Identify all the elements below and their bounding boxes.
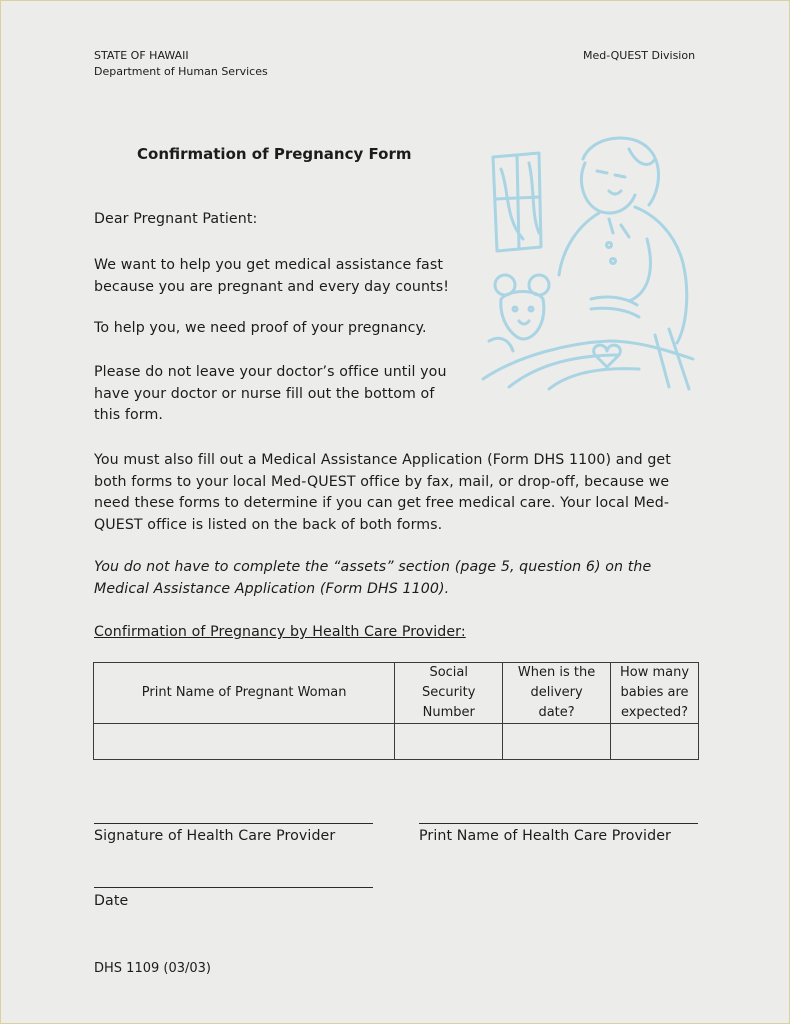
paragraph-line: Please do not leave your doctor’s office until you [94,364,447,380]
header-line: babies are [620,685,689,700]
paragraph-line: QUEST office is listed on the back of both forms. [94,516,443,533]
paragraph-line: because you are pregnant and every day counts! [94,278,449,295]
header-line: How many [619,665,690,680]
form-number: DHS 1109 (03/03) [94,961,211,976]
column-header-ssn [395,663,503,724]
table-header-row [94,663,699,724]
column-header-woman-name: Print Name of Pregnant Woman [94,663,395,724]
paragraph-line: Medical Assistance Application (Form DHS 1100). [94,580,450,597]
print-name-line[interactable] [419,823,698,824]
paragraph-proof: To help you, we need proof of your pregnancy. [94,320,427,336]
header-line: date? [538,705,575,720]
table-row [94,724,699,760]
paragraph-help-fast [94,255,449,298]
header-line: Security [422,685,476,700]
paragraph-doctor-office [94,362,447,427]
header-line: When is the [517,665,596,680]
column-header-delivery-date [503,663,611,724]
paragraph-line: We want to help you get medical assistance fast [94,257,443,273]
paragraph-line: both forms to your local Med-QUEST office by fax, mail, or drop-off, because we [94,473,670,490]
pregnancy-info-table [93,662,699,760]
signature-line[interactable] [94,823,373,824]
header-line: expected? [620,705,689,720]
column-header-babies-expected [611,663,699,724]
header-line: Social [429,665,468,680]
print-name-label: Print Name of Health Care Provider [419,828,671,844]
paragraph-line: You must also fill out a Medical Assistance Application (Form DHS 1100) and get [94,452,671,468]
paragraph-application [94,450,671,536]
signature-label: Signature of Health Care Provider [94,828,336,844]
header-agency [94,48,268,80]
header-line: Number [422,705,475,720]
paragraph-line: You do not have to complete the “assets” section (page 5, question 6) on the [94,559,652,575]
paragraph-line: have your doctor or nurse fill out the bottom of [94,385,435,402]
header-department: Department of Human Services [94,65,268,78]
greeting: Dear Pregnant Patient: [94,211,258,227]
provider-section-heading: Confirmation of Pregnancy by Health Care Provider: [94,624,466,640]
mother-and-baby-illustration [479,129,701,391]
woman-name-field[interactable] [94,724,395,760]
date-line[interactable] [94,887,373,888]
assets-note [94,557,651,600]
header-division: Med-QUEST Division [583,49,696,62]
header-state: STATE OF HAWAII [94,49,189,62]
paragraph-line: this form. [94,407,163,423]
ssn-field[interactable] [395,724,503,760]
date-label: Date [94,893,129,909]
header-line: delivery [530,685,583,700]
delivery-date-field[interactable] [503,724,611,760]
babies-expected-field[interactable] [611,724,699,760]
form-title: Confirmation of Pregnancy Form [137,145,412,163]
paragraph-line: need these forms to determine if you can get free medical care. Your local Med- [94,495,670,511]
